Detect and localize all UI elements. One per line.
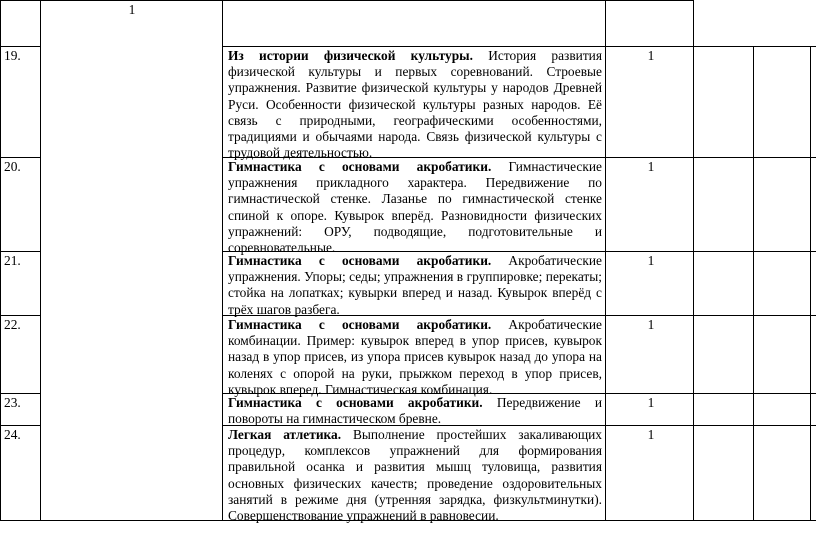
grid-line bbox=[0, 0, 1, 521]
grid-line bbox=[0, 251, 40, 252]
row-number: 23. bbox=[4, 395, 21, 410]
row-number: 21. bbox=[4, 253, 21, 268]
row-number: 22. bbox=[4, 317, 21, 332]
lesson-topic: Гимнастика с основами акробатики. bbox=[228, 317, 492, 332]
grid-line bbox=[222, 0, 223, 521]
grid-line bbox=[810, 46, 811, 521]
lesson-hours: 1 bbox=[647, 253, 655, 268]
header-number: 1 bbox=[128, 2, 136, 17]
grid-line bbox=[0, 393, 40, 394]
lesson-topic: Из истории физической культуры. bbox=[228, 48, 473, 63]
lesson-topic: Гимнастика с основами акробатики. bbox=[228, 159, 492, 174]
lesson-description bbox=[228, 253, 602, 318]
grid-line bbox=[222, 46, 816, 47]
lesson-text: Акробатические комбинации. Пример: кувырок вперед в упор присев, кувырок назад в упор присев, из упора присев кувырок назад до упора на коленях с опорой на руки, прыжком переход в упор присев, кувырок вперед. Гимнастическая комбинация. bbox=[228, 317, 602, 397]
lesson-description bbox=[228, 427, 602, 524]
grid-line bbox=[0, 0, 694, 1]
grid-line bbox=[40, 0, 41, 521]
grid-line bbox=[0, 425, 40, 426]
lesson-topic: Гимнастика с основами акробатики. bbox=[228, 253, 492, 268]
lesson-hours: 1 bbox=[647, 159, 655, 174]
row-number: 19. bbox=[4, 48, 21, 63]
lesson-hours: 1 bbox=[647, 317, 655, 332]
grid-line bbox=[0, 46, 40, 47]
row-number: 24. bbox=[4, 427, 21, 442]
lesson-text: История развития физической культуры и первых соревнований. Строевые упражнения. Развитие физической культуры у народов Древней Руси. Особенности физической культуры разных народов. Её связь с природными, географическими особенностями, традициями и обычаями народа. Связь физической культуры с трудовой деятельностью. bbox=[228, 48, 603, 161]
lesson-text: Передвижение и повороты на гимнастическом бревне. bbox=[228, 395, 602, 427]
lesson-text: Акробатические упражнения. Упоры; седы; упражнения в группировке; перекаты; стойка на лопатках; кувырки вперед и назад. Кувырок вперёд с трёх шагов разбега. bbox=[228, 253, 602, 317]
lesson-description bbox=[228, 395, 602, 427]
lesson-text: Гимнастические упражнения прикладного характера. Передвижение по гимнастической стенке. Лазанье по гимнастической стенке спиной к опоре. Кувырок вперёд. Разновидности физических упражнений: ОРУ, подводящие, подготовительные и соревновательные. bbox=[228, 159, 602, 256]
lesson-topic: Легкая атлетика. bbox=[228, 427, 342, 442]
row-number: 20. bbox=[4, 159, 21, 174]
lesson-description bbox=[228, 48, 602, 161]
lesson-description bbox=[228, 159, 602, 256]
lesson-hours: 1 bbox=[647, 48, 655, 63]
lesson-hours: 1 bbox=[647, 427, 655, 442]
lesson-description bbox=[228, 317, 602, 398]
grid-line bbox=[0, 315, 40, 316]
lesson-topic: Гимнастика с основами акробатики. bbox=[228, 395, 483, 410]
grid-line bbox=[753, 46, 754, 521]
lesson-hours: 1 bbox=[647, 395, 655, 410]
grid-line bbox=[605, 0, 606, 521]
lesson-text: Выполнение простейших закаливающих процедур, комплексов упражнений для формирования правильной осанка и развития мышц туловища, развития основных физических качеств; проведение оздоровительных занятий в режиме дня (утренняя зарядка, физкультминутки). Совершенствование упражнений в равновесии. bbox=[228, 427, 602, 524]
grid-line bbox=[0, 157, 40, 158]
